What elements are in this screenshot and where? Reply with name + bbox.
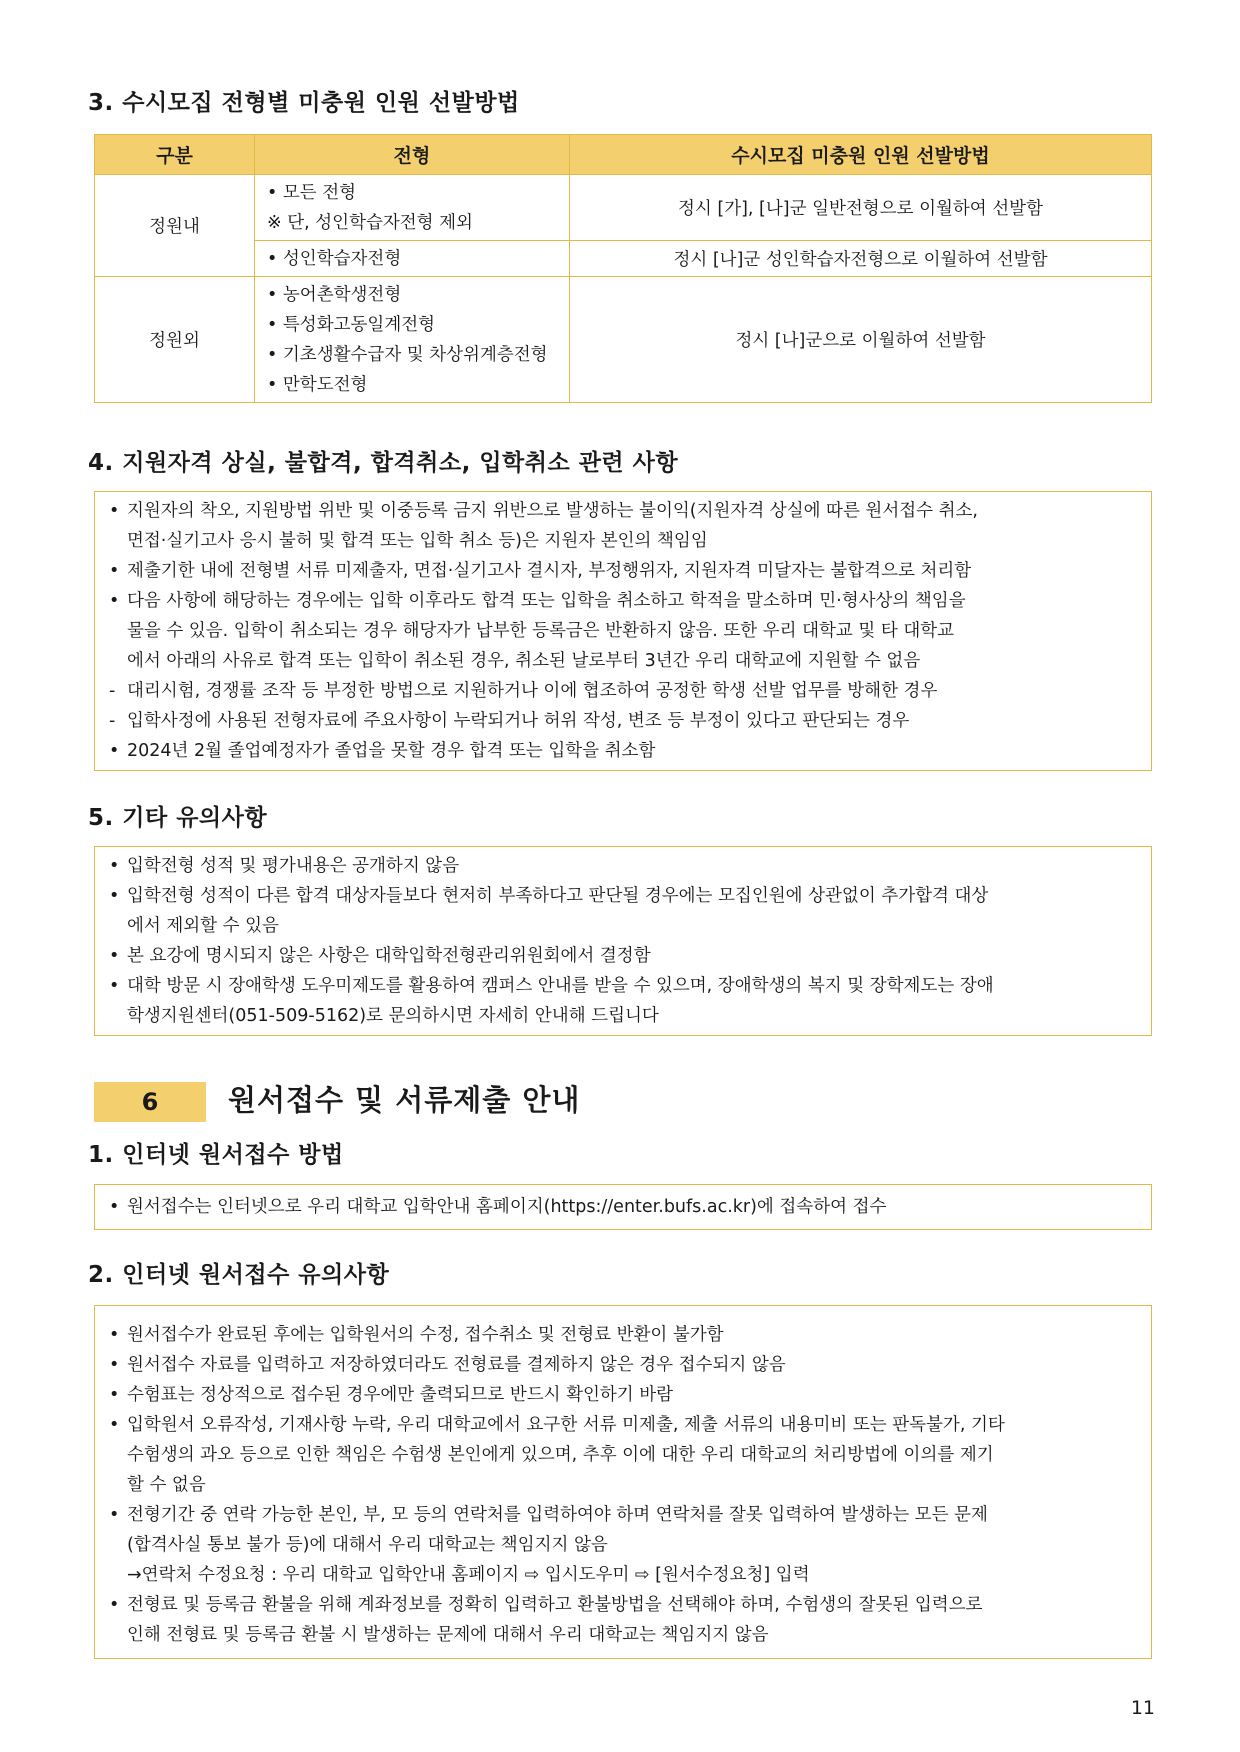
type-line: • 기초생활수급자 및 차상위계층전형	[267, 344, 548, 365]
type-line: • 성인학습자전형	[267, 248, 402, 269]
list-item: • 본 요강에 명시되지 않은 사항은 대학입학전형관리위원회에서 결정함	[109, 946, 651, 966]
section-6-2-heading: 2. 인터넷 원서접수 유의사항	[88, 1262, 390, 1288]
method-cell: 정시 [나]군으로 이월하여 선발함	[570, 277, 1152, 403]
type-line: • 특성화고동일계전형	[267, 314, 436, 335]
section-6-number: 6	[94, 1082, 206, 1122]
table-row	[95, 277, 1152, 403]
type-cell	[255, 175, 570, 241]
table-header-row	[95, 135, 1152, 175]
list-item: - 대리시험, 경쟁률 조작 등 부정한 방법으로 지원하거나 이에 협조하여 공정한 학생 선발 업무를 방해한 경우	[109, 681, 938, 701]
list-item: • 원서접수 자료를 입력하고 저장하였더라도 전형료를 결제하지 않은 경우 접수되지 않음	[109, 1355, 786, 1375]
category-cell: 정원외	[95, 277, 255, 403]
list-item: • 입학전형 성적이 다른 합격 대상자들보다 현저히 부족하다고 판단될 경우에는 모집인원에 상관없이 추가합격 대상 에서 제외할 수 있음	[109, 886, 989, 936]
header-type: 전형	[255, 135, 570, 175]
section-3-heading: 3. 수시모집 전형별 미충원 인원 선발방법	[88, 90, 520, 116]
list-item: - 입학사정에 사용된 전형자료에 주요사항이 누락되거나 허위 작성, 변조 등 부정이 있다고 판단되는 경우	[109, 711, 910, 731]
method-cell: 정시 [가], [나]군 일반전형으로 이월하여 선발함	[570, 175, 1152, 241]
section-5-heading: 5. 기타 유의사항	[88, 805, 268, 831]
category-cell: 정원내	[95, 175, 255, 277]
list-item: • 수험표는 정상적으로 접수된 경우에만 출력되므로 반드시 확인하기 바람	[109, 1385, 674, 1405]
section-6-1-heading: 1. 인터넷 원서접수 방법	[88, 1142, 344, 1168]
list-item: • 제출기한 내에 전형별 서류 미제출자, 면접·실기고사 결시자, 부정행위자, 지원자격 미달자는 불합격으로 처리함	[109, 561, 972, 581]
list-item: • 대학 방문 시 장애학생 도우미제도를 활용하여 캠퍼스 안내를 받을 수 있으며, 장애학생의 복지 및 장학제도는 장애 학생지원센터(051-509-5162)로 문의하시면 자세히 안내해 드립니다	[109, 976, 994, 1026]
header-category: 구분	[95, 135, 255, 175]
type-line: • 만학도전형	[267, 374, 368, 395]
type-cell	[255, 241, 570, 277]
section-5-box	[94, 846, 1152, 1036]
section-6-1-box	[94, 1184, 1152, 1230]
selection-method-table	[94, 134, 1152, 403]
list-item: • 입학원서 오류작성, 기재사항 누락, 우리 대학교에서 요구한 서류 미제출, 제출 서류의 내용미비 또는 판독불가, 기타 수험생의 과오 등으로 인한 책임은 수험생 본인에게 있으며, 추후 이에 대한 우리 대학교의 처리방법에 이의를 제기 할 수 없음	[109, 1415, 1005, 1495]
type-cell	[255, 277, 570, 403]
type-line: • 모든 전형	[267, 182, 357, 203]
list-item: • 전형기간 중 연락 가능한 본인, 부, 모 등의 연락처를 입력하여야 하며 연락처를 잘못 입력하여 발생하는 모든 문제 (합격사실 통보 불가 등)에 대해서 우리 대학교는 책임지지 않음 →연락처 수정요청 : 우리 대학교 입학안내 홈페이지 ⇨ 입시도우미 ⇨ [원서수정요청] 입력	[109, 1505, 988, 1585]
type-line: • 농어촌학생전형	[267, 284, 402, 305]
list-item: • 지원자의 착오, 지원방법 위반 및 이중등록 금지 위반으로 발생하는 불이익(지원자격 상실에 따른 원서접수 취소, 면접·실기고사 응시 불허 및 합격 또는 입학 취소 등)은 지원자 본인의 책임임	[109, 501, 978, 551]
section-4-box	[94, 491, 1152, 771]
method-cell: 정시 [나]군 성인학습자전형으로 이월하여 선발함	[570, 241, 1152, 277]
header-method: 수시모집 미충원 인원 선발방법	[570, 135, 1152, 175]
section-6-title: 원서접수 및 서류제출 안내	[228, 1083, 581, 1117]
list-item: • 원서접수가 완료된 후에는 입학원서의 수정, 접수취소 및 전형료 반환이 불가함	[109, 1325, 724, 1345]
list-item: • 2024년 2월 졸업예정자가 졸업을 못할 경우 합격 또는 입학을 취소함	[109, 741, 656, 761]
page-number: 11	[1130, 1697, 1155, 1719]
table-row	[95, 175, 1152, 241]
section-4-heading: 4. 지원자격 상실, 불합격, 합격취소, 입학취소 관련 사항	[88, 450, 679, 476]
section-6-2-box	[94, 1305, 1152, 1659]
list-item: • 전형료 및 등록금 환불을 위해 계좌정보를 정확히 입력하고 환불방법을 선택해야 하며, 수험생의 잘못된 입력으로 인해 전형료 및 등록금 환불 시 발생하는 문제에 대해서 우리 대학교는 책임지지 않음	[109, 1595, 983, 1645]
type-line: ※ 단, 성인학습자전형 제외	[267, 212, 473, 233]
list-item: • 원서접수는 인터넷으로 우리 대학교 입학안내 홈페이지(https://enter.bufs.ac.kr)에 접속하여 접수	[109, 1197, 887, 1217]
list-item: • 입학전형 성적 및 평가내용은 공개하지 않음	[109, 856, 460, 876]
list-item: • 다음 사항에 해당하는 경우에는 입학 이후라도 합격 또는 입학을 취소하고 학적을 말소하며 민·형사상의 책임을 물을 수 있음. 입학이 취소되는 경우 해당자가 납부한 등록금은 반환하지 않음. 또한 우리 대학교 및 타 대학교 에서 아래의 사유로 합격 또는 입학이 취소된 경우, 취소된 날로부터 3년간 우리 대학교에 지원할 수 없음	[109, 591, 966, 671]
